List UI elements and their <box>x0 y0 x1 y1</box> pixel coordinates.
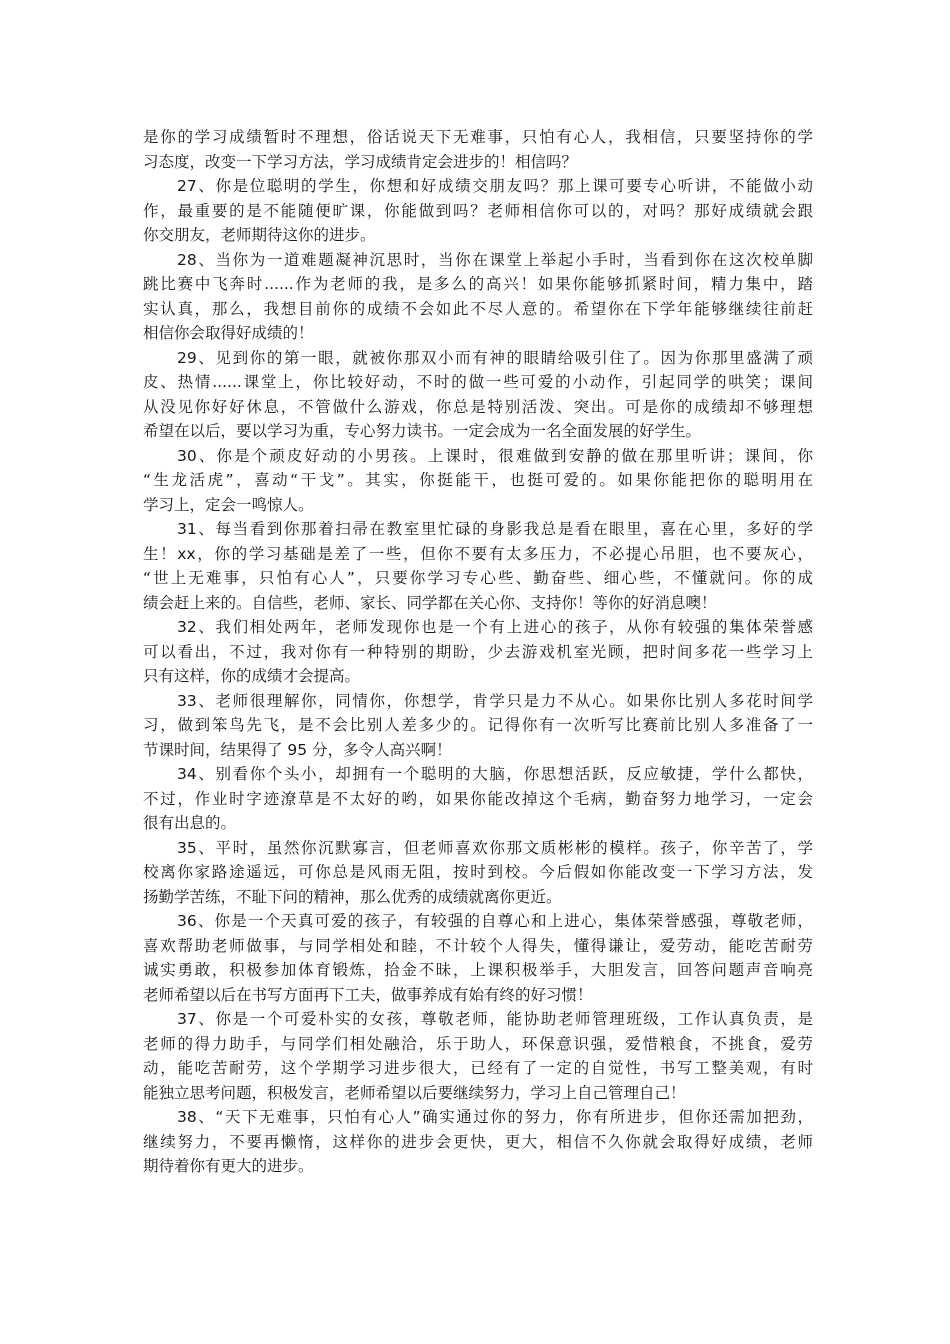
text-line: 32、我们相处两年，老师发现你也是一个有上进心的孩子，从你有较强的集体荣誉感 <box>177 618 813 636</box>
paragraph-33 <box>143 689 813 763</box>
text-line: “世上无难事，只怕有心人”，只要你学习专心些、勤奋些、细心些，不懂就问。你的成 <box>143 569 813 587</box>
text-line: 不过，作业时字迹潦草是不太好的哟，如果你能改掉这个毛病，勤奋努力地学习，一定会 <box>143 789 813 808</box>
text-line: 动，能吃苦耐劳，这个学期学习进步很大，已经有了一定的自觉性，书写工整美观，有时 <box>143 1059 813 1077</box>
paragraph-36 <box>143 909 813 1007</box>
text-line: 节课时间，结果得了 95 分，多令人高兴啊！ <box>143 740 452 759</box>
text-line: 是你的学习成绩暂时不理想，俗话说天下无难事，只怕有心人，我相信，只要坚持你的学 <box>143 128 813 146</box>
text-line: 学习上，定会一鸣惊人。 <box>143 495 314 514</box>
text-line: 诚实勇敢，积极参加体育锻炼，拾金不昧，上课积极举手，大胆发言，回答问题声音响亮 <box>143 961 813 979</box>
text-line: 30、你是个顽皮好动的小男孩。上课时，很难做到安静的做在那里听讲；课间，你 <box>177 446 813 465</box>
paragraph-27 <box>143 174 813 248</box>
text-line: 皮、热情......课堂上，你比较好动，不时的做一些可爱的小动作，引起同学的哄笑；课间 <box>143 373 813 391</box>
text-line: 生！xx，你的学习基础是差了一些，但你不要有太多压力，不必提心吊胆，也不要灰心， <box>143 544 813 563</box>
paragraph-34 <box>143 762 813 836</box>
text-line: 喜欢帮助老师做事，与同学相处和睦，不计较个人得失，懂得谦让，爱劳动，能吃苦耐劳 <box>143 936 813 955</box>
paragraph-31 <box>143 517 813 615</box>
text-line: 很有出息的。 <box>143 814 237 832</box>
text-line: 37、你是一个可爱朴实的女孩，尊敬老师，能协助老师管理班级，工作认真负责，是 <box>177 1010 813 1028</box>
text-line: 36、你是一个天真可爱的孩子，有较强的自尊心和上进心，集体荣誉感强，尊敬老师， <box>177 912 813 930</box>
paragraph-28 <box>143 248 813 346</box>
text-line: 27、你是位聪明的学生，你想和好成绩交朋友吗？那上课可要专心听讲，不能做小动 <box>177 177 813 195</box>
text-line: 28、当你为一道难题凝神沉思时，当你在课堂上举起小手时，当看到你在这次校单脚 <box>177 250 813 269</box>
text-line: 你交朋友，老师期待这你的进步。 <box>143 226 376 244</box>
text-line: 校离你家路途遥远，可你总是风雨无阻，按时到校。今后假如你能改变一下学习方法，发 <box>143 863 813 881</box>
text-line: 跳比赛中飞奔时......作为老师的我，是多么的高兴！如果你能够抓紧时间，精力集中，踏 <box>143 275 813 293</box>
text-line: 作，最重要的是不能随便旷课，你能做到吗？老师相信你可以的，对吗？那好成绩就会跟 <box>143 201 813 220</box>
text-line: 35、平时，虽然你沉默寡言，但老师喜欢你那文质彬彬的模样。孩子，你辛苦了，学 <box>177 838 813 857</box>
text-line: “生龙活虎”，喜动“干戈”。其实，你挺能干，也挺可爱的。如果你能把你的聪明用在 <box>143 471 813 489</box>
document-page <box>143 125 813 1179</box>
text-line: 31、每当看到你那着扫帚在教室里忙碌的身影我总是看在眼里，喜在心里，多好的学 <box>177 520 813 538</box>
text-line: 实认真，那么，我想目前你的成绩不会如此不尽人意的。希望你在下学年能够继续往前赶 <box>143 299 813 318</box>
text-line: 老师希望以后在书写方面再下工夫，做事养成有始有终的好习惯！ <box>143 985 593 1004</box>
paragraph-continued <box>143 125 813 174</box>
text-line: 习，做到笨鸟先飞，是不会比别人差多少的。记得你有一次听写比赛前比别人多准备了一 <box>143 716 813 734</box>
text-line: 可以看出，不过，我对你有一种特别的期盼，少去游戏机室光顾，把时间多花一些学习上 <box>143 642 813 661</box>
text-line: 34、别看你个头小，却拥有一个聪明的大脑，你思想活跃，反应敏捷，学什么都快， <box>177 765 813 783</box>
text-line: 绩会赶上来的。自信些，老师、家长、同学都在关心你、支持你！等你的好消息噢！ <box>143 593 717 612</box>
text-line: 希望在以后，要以学习为重，专心努力读书。一定会成为一名全面发展的好学生。 <box>143 422 702 440</box>
text-line: 能独立思考问题，积极发言，老师希望以后要继续努力，学习上自己管理自己！ <box>143 1083 686 1102</box>
text-line: 扬勤学苦练，不耻下问的精神，那么优秀的成绩就离你更近。 <box>143 887 562 906</box>
text-line: 习态度，改变一下学习方法，学习成绩肯定会进步的！相信吗？ <box>143 152 578 171</box>
paragraph-32 <box>143 615 813 689</box>
paragraph-37 <box>143 1007 813 1105</box>
text-line: 老师的得力助手，与同学们相处融洽，乐于助人，环保意识强，爱惜粮食，不挑食，爱劳 <box>143 1034 813 1053</box>
paragraph-35 <box>143 836 813 910</box>
paragraph-29 <box>143 346 813 444</box>
text-line: 只有这样，你的成绩才会提高。 <box>143 667 361 685</box>
text-line: 29、见到你的第一眼，就被你那双小而有神的眼睛给吸引住了。因为你那里盛满了顽 <box>177 348 813 367</box>
paragraph-38 <box>143 1105 813 1179</box>
text-line: 从没见你好好休息，不管做什么游戏，你总是特别活泼、突出。可是你的成绩却不够理想 <box>143 397 813 416</box>
text-line: 相信你会取得好成绩的！ <box>143 324 314 342</box>
text-line: 期待着你有更大的进步。 <box>143 1157 314 1175</box>
text-line: 33、老师很理解你，同情你，你想学，肯学只是力不从心。如果你比别人多花时间学 <box>177 691 813 710</box>
text-line: 继续努力，不要再懒惰，这样你的进步会更快，更大，相信不久你就会取得好成绩，老师 <box>143 1132 813 1151</box>
paragraph-30 <box>143 444 813 518</box>
text-line: 38、“天下无难事，只怕有心人”确实通过你的努力，你有所进步，但你还需加把劲， <box>177 1108 813 1126</box>
